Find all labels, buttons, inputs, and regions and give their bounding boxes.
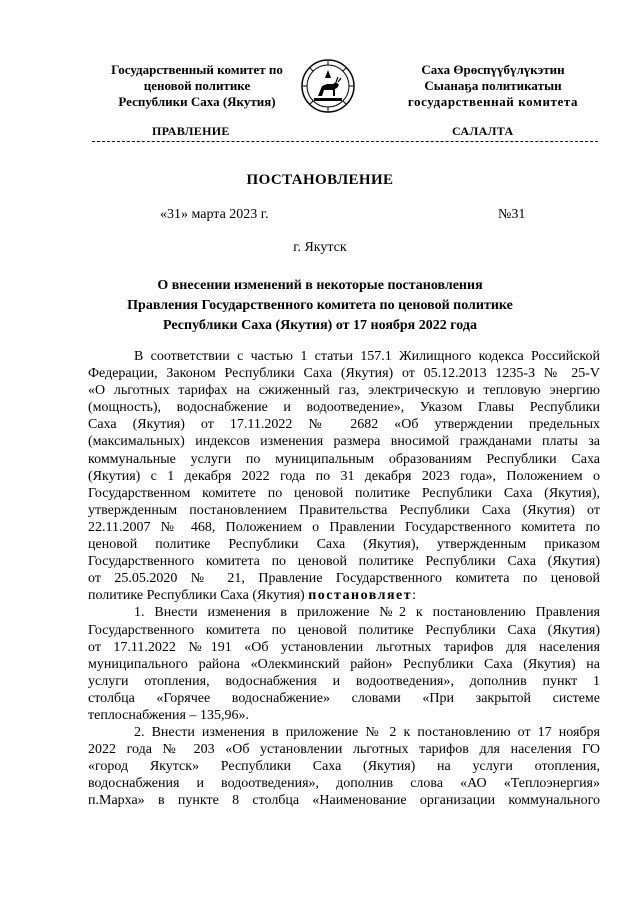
committee-name-ru bbox=[92, 62, 302, 110]
document-subject bbox=[0, 276, 640, 336]
header-divider bbox=[92, 141, 598, 142]
body-line: (мощность), водоснабжение и водоотведение», Указом Главы Республики bbox=[88, 400, 600, 416]
clause-1-line: услуги отопления, водоснабжения и водоотведения», дополнив пункт 1 bbox=[88, 673, 600, 689]
body-line: от 25.05.2020 № 21, Правление Государственного комитета по ценовой bbox=[88, 571, 600, 587]
body-line-resolves bbox=[88, 587, 600, 604]
body-line: (Якутия) с 1 декабря 2022 года по 31 декабря 2023 года», Положением о bbox=[88, 468, 600, 484]
body-line: «О льготных тарифах на сжиженный газ, электрическую и тепловую энергию bbox=[88, 383, 600, 399]
body-line: утвержденным постановлением Правительства Республики Саха (Якутия) от bbox=[88, 502, 600, 518]
subject-line: О внесении изменений в некоторые постановления bbox=[157, 278, 483, 293]
body-line-text: политике Республики Саха (Якутия) bbox=[88, 588, 305, 604]
document-body bbox=[88, 348, 600, 810]
body-line: Федерации, Законом Республики Саха (Якутия) от 05.12.2013 1235-З № 25-V bbox=[88, 366, 600, 382]
body-line: (максимальных) индексов изменения размера вносимой гражданами платы за bbox=[88, 434, 600, 450]
body-line: ценовой политике Республики Саха (Якутия), утвержденным приказом bbox=[88, 537, 600, 553]
clause-1-line: теплоснабжения – 135,96». bbox=[88, 707, 249, 723]
clause-2-line: 2. Внести изменения в приложение № 2 к постановлению от 17 ноября bbox=[134, 725, 600, 741]
clause-1-line: столбца «Горячее водоснабжение» словами «При закрытой системе bbox=[88, 690, 600, 706]
clause-2-line: водоснабжения и водоотведения», дополнив слова «АО «Теплоэнергия» bbox=[88, 776, 600, 792]
body-line: 22.11.2007 № 468, Положением о Правлении Государственного комитета по bbox=[88, 519, 600, 535]
committee-name-sah-line: государственнай комитета bbox=[407, 94, 579, 109]
clause-2-line: 2022 года № 203 «Об установлении льготных тарифов для населения ГО bbox=[88, 742, 600, 758]
subject-line: Республики Саха (Якутия) от 17 ноября 2022 года bbox=[163, 318, 477, 333]
committee-name-ru-line: Государственный комитет по bbox=[111, 62, 283, 77]
document-number: №31 bbox=[498, 207, 526, 222]
committee-name-sah-line: Саха Өрөспүүбүлүкэтин bbox=[421, 62, 565, 77]
clause-2-line: п.Марха» в пункте 8 столбца «Наименование организации коммунального bbox=[88, 793, 600, 809]
board-label-sah: САЛАЛТА bbox=[452, 124, 514, 138]
body-line: Государственного комитета по ценовой политике Республики Саха (Якутия) bbox=[88, 554, 600, 570]
committee-name-ru-line: Республики Саха (Якутия) bbox=[118, 94, 276, 109]
committee-name-sah-line: Сыанаҕа политикатын bbox=[424, 78, 562, 93]
body-line: В соответствии с частью 1 статьи 157.1 Жилищного кодекса Российской bbox=[134, 349, 600, 364]
subject-line: Правления Государственного комитета по ценовой политике bbox=[127, 298, 513, 313]
clause-1-line: от 17.11.2022 №191 «Об установлении льготных тарифов для населения bbox=[88, 639, 600, 655]
clause-1-line: муниципального района «Олекминский район» Республики Саха (Якутия) на bbox=[88, 656, 600, 672]
body-line: коммунальные услуги по муниципальным образованиям Республики Саха bbox=[88, 451, 600, 467]
clause-1-line: 1. Внести изменения в приложение №2 к постановлению Правления bbox=[134, 605, 600, 621]
clause-1-line: Государственного комитета по ценовой политике Республики Саха (Якутия) bbox=[88, 622, 600, 638]
resolves-word: постановляет bbox=[308, 588, 413, 604]
body-line: Саха (Якутия) от 17.11.2022 № 2682 «Об утверждении предельных bbox=[88, 417, 600, 433]
body-line: Государственном комитете по ценовой политике Республики Саха (Якутия), bbox=[88, 485, 600, 501]
committee-name-sah bbox=[388, 62, 598, 110]
resolves-colon: : bbox=[412, 588, 417, 604]
board-label-ru: ПРАВЛЕНИЕ bbox=[152, 124, 230, 138]
document-date: «31» марта 2023 г. bbox=[160, 207, 269, 222]
document-city: г. Якутск bbox=[293, 240, 347, 255]
committee-name-ru-line: ценовой политике bbox=[143, 78, 251, 93]
sakha-coat-of-arms-icon bbox=[300, 58, 356, 114]
document-title: ПОСТАНОВЛЕНИЕ bbox=[246, 172, 394, 188]
clause-2-line: «город Якутск» Республики Саха (Якутия) на услуги отопления, bbox=[88, 759, 600, 775]
